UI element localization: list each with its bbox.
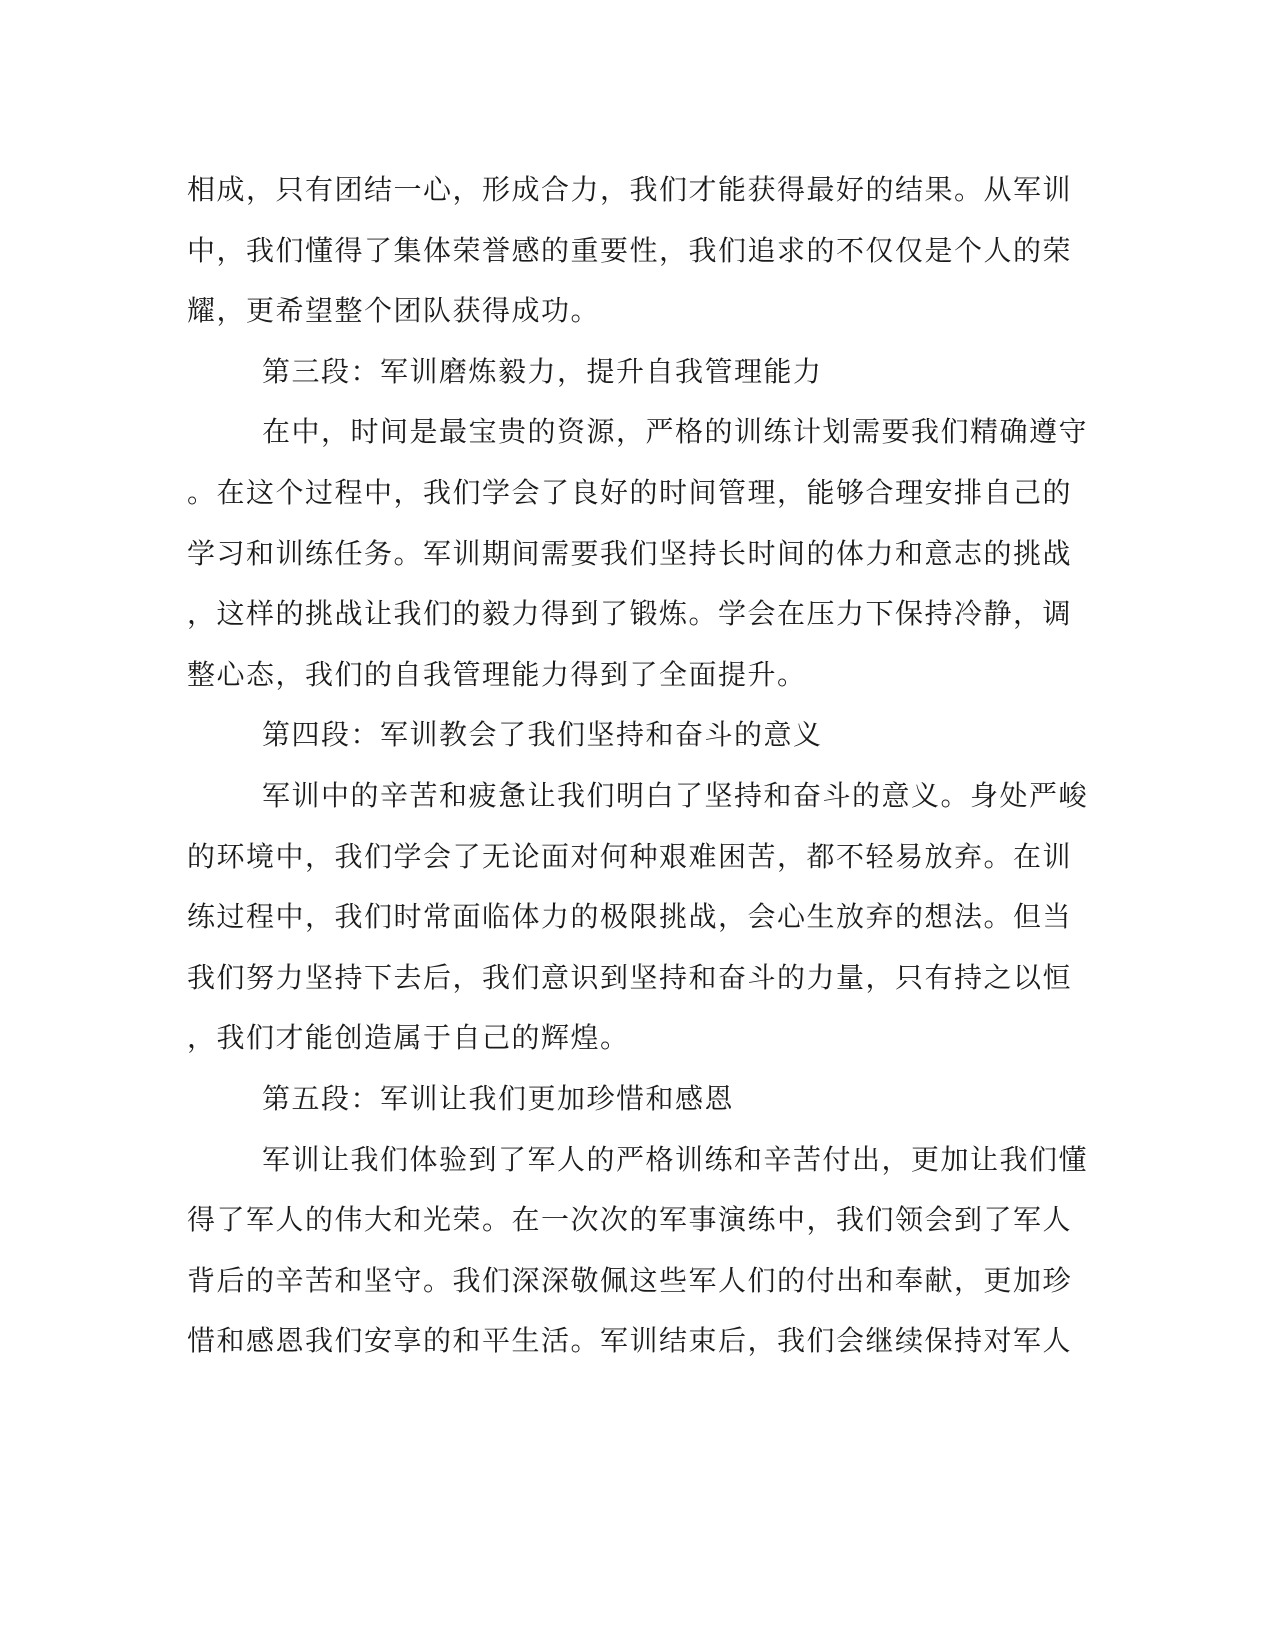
body-line: 我们努力坚持下去后，我们意识到坚持和奋斗的力量，只有持之以恒 [187, 960, 1073, 994]
body-line: 练过程中，我们时常面临体力的极限挑战，会心生放弃的想法。但当 [187, 900, 1073, 934]
body-line: 学习和训练任务。军训期间需要我们坚持长时间的体力和意志的挑战 [187, 536, 1073, 570]
body-line: 。在这个过程中，我们学会了良好的时间管理，能够合理安排自己的 [187, 475, 1073, 509]
document-body [187, 160, 1087, 1372]
section-heading-5: 第五段：军训让我们更加珍惜和感恩 [262, 1081, 735, 1115]
section-heading-4: 第四段：军训教会了我们坚持和奋斗的意义 [262, 718, 823, 752]
body-line: 相成，只有团结一心，形成合力，我们才能获得最好的结果。从军训 [187, 173, 1073, 206]
body-line: ，这样的挑战让我们的毅力得到了锻炼。学会在压力下保持冷静，调 [187, 597, 1073, 631]
paragraph-start-line: 军训中的辛苦和疲惫让我们明白了坚持和奋斗的意义。身处严峻 [262, 778, 1089, 812]
body-line: 耀，更希望整个团队获得成功。 [187, 294, 601, 328]
paragraph-start-line: 在中，时间是最宝贵的资源，严格的训练计划需要我们精确遵守 [262, 415, 1089, 449]
body-line: 的环境中，我们学会了无论面对何种艰难困苦，都不轻易放弃。在训 [187, 839, 1073, 873]
body-line: 整心态，我们的自我管理能力得到了全面提升。 [187, 657, 807, 691]
body-line: 背后的辛苦和坚守。我们深深敬佩这些军人们的付出和奉献，更加珍 [187, 1263, 1073, 1297]
body-line: 得了军人的伟大和光荣。在一次次的军事演练中，我们领会到了军人 [187, 1203, 1073, 1237]
body-line: 中，我们懂得了集体荣誉感的重要性，我们追求的不仅仅是个人的荣 [187, 233, 1073, 267]
section-heading-3: 第三段：军训磨炼毅力，提升自我管理能力 [262, 354, 823, 388]
body-line: ，我们才能创造属于自己的辉煌。 [187, 1021, 630, 1055]
paragraph-start-line: 军训让我们体验到了军人的严格训练和辛苦付出，更加让我们懂 [262, 1142, 1089, 1176]
body-line: 惜和感恩我们安享的和平生活。军训结束后，我们会继续保持对军人 [187, 1324, 1073, 1358]
